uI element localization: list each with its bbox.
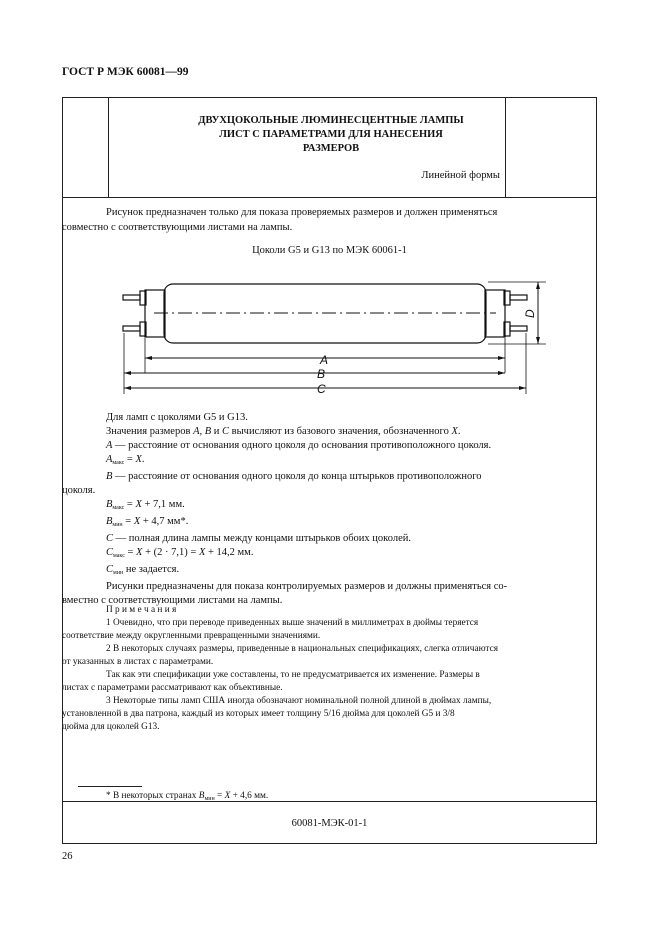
frame-divider bbox=[63, 197, 596, 198]
dimension-lines bbox=[124, 282, 538, 388]
dimension-b-label: B bbox=[317, 367, 326, 381]
dimension-c-label: C bbox=[317, 382, 326, 396]
right-cap bbox=[485, 290, 505, 337]
frame-divider bbox=[505, 98, 506, 198]
intro-paragraph: Рисунок предназначен только для показа проверяемых размеров и должен применяться совместно с соответствующими листами на лампы. bbox=[62, 207, 498, 233]
notes-heading: П р и м е ч а н и я bbox=[106, 605, 177, 615]
footnote-rule bbox=[78, 786, 142, 787]
lamp-dimension-drawing bbox=[110, 270, 550, 400]
left-pin bbox=[123, 326, 140, 331]
dimension-a-label: A bbox=[320, 353, 329, 367]
sheet-title: ДВУХЦОКОЛЬНЫЕ ЛЮМИНЕСЦЕНТНЫЕ ЛАМПЫ ЛИСТ С ПАРАМЕТРАМИ ДЛЯ НАНЕСЕНИЯ РАЗМЕРОВ bbox=[198, 115, 464, 154]
notes-block: П р и м е ч а н и я 1 Очевидно, что при переводе приведенных выше значений в миллиметрах в дюймы теряется соответствие между округленными превращенными значениями. 2 В некоторых случаях размеры, приведенные в национальных спецификациях, слегка отличаются от указанных в листах с параметрами. Так как эти спецификации уже составлены, то не предусматривается их изменение. Размеры в листах с параметрами рассматривают как объективные. 3 Некоторые типы ламп США иногда обозначают номинальной полной длиной в дюймах лампы, установленной в два патрона, каждый из которых имеет толщину 5/16 дюйма для цоколей G5 и 3/8 дюйма для цоколей G13. bbox=[62, 604, 584, 734]
sheet-subtitle: Линейной формы bbox=[421, 170, 500, 181]
document-header: ГОСТ Р МЭК 60081—99 bbox=[62, 66, 189, 78]
left-pin bbox=[123, 295, 140, 300]
left-cap bbox=[145, 290, 165, 337]
figure-caption: Цоколи G5 и G13 по МЭК 60061-1 bbox=[252, 245, 407, 256]
frame-divider bbox=[108, 98, 109, 198]
page-number: 26 bbox=[62, 851, 73, 862]
sheet-code: 60081-МЭК-01-1 bbox=[291, 818, 368, 829]
right-pin bbox=[510, 326, 527, 331]
dimension-d-label: D bbox=[523, 309, 537, 318]
footnote: * В некоторых странах $B_{мин} = X + 4,6$ мм. bbox=[106, 791, 269, 802]
description-block: Для ламп с цоколями G5 и G13. Значения размеров A, B и C вычисляют из базового значения, обозначенного X. A — расстояние от основания одного цоколя до основания противоположного цоколя. $A_{макс} = X$. B — расстояние от основания одного цоколя до конца штырьков противоположного цоколя. $B_{макс} = X + 7,1$ мм. $B_{мин} = X + 4,7$ мм*. C — полная длина лампы между концами штырьков обоих цоколей. $C_{макс} = X + (2 \cdot 7,1) = X + 14,2$ мм. $C_{мин}$ не задается. Рисунки предназначены для показа контролируемых размеров и должны применяться со- вместно с соответствующими листами на лампы. bbox=[62, 412, 508, 606]
right-pin bbox=[510, 295, 527, 300]
lamp-tube bbox=[164, 284, 486, 343]
